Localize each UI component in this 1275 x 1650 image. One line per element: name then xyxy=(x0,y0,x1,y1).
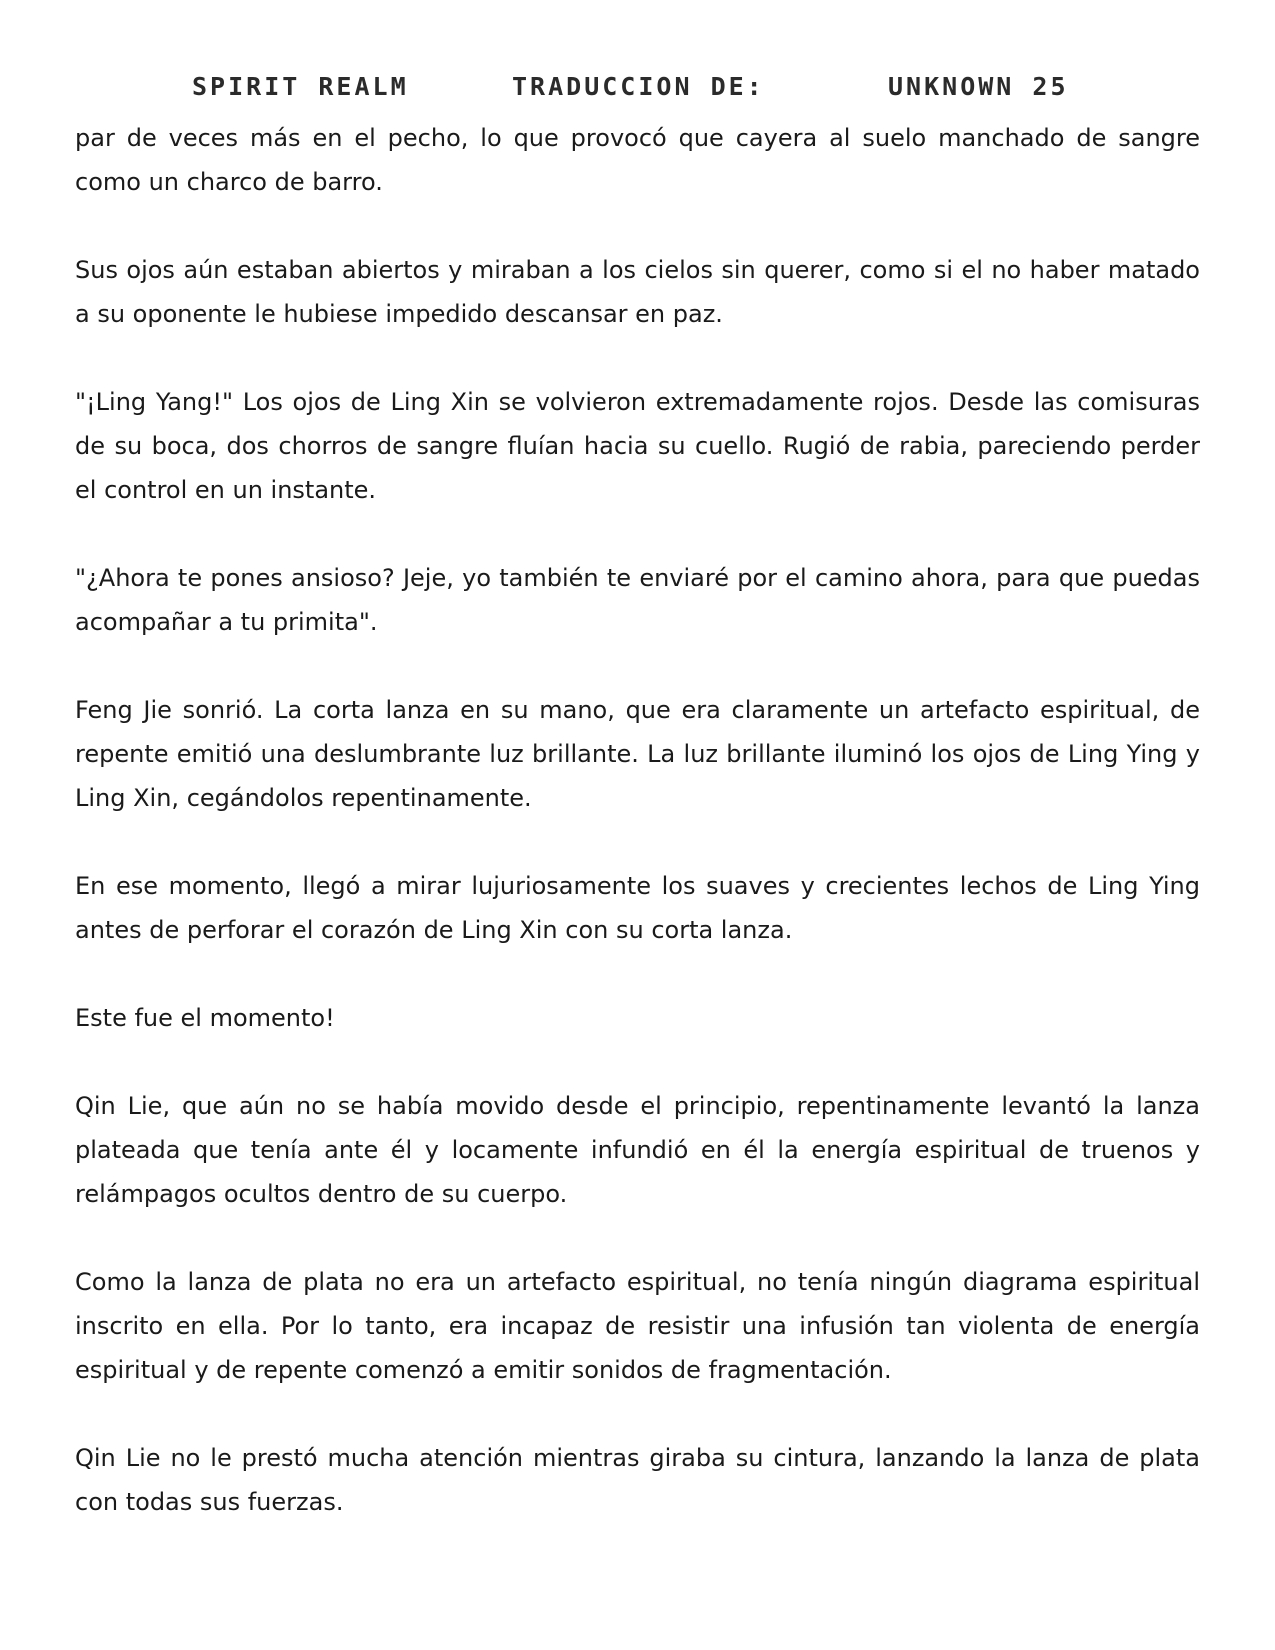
paragraph: par de veces más en el pecho, lo que provocó que cayera al suelo manchado de sangre como un charco de barro. xyxy=(75,124,1200,196)
paragraph: "¿Ahora te pones ansioso? Jeje, yo también te enviaré por el camino ahora, para que puedas acompañar a tu primita". xyxy=(75,564,1200,636)
header-translation-label: TRADUCCION DE: xyxy=(512,72,765,101)
paragraph: En ese momento, llegó a mirar lujuriosamente los suaves y crecientes lechos de Ling Ying antes de perforar el corazón de Ling Xin con su corta lanza. xyxy=(75,872,1200,944)
header-translator: UNKNOWN 25 xyxy=(888,72,1069,101)
chapter-text xyxy=(75,116,1200,1524)
paragraph: Este fue el momento! xyxy=(75,1004,335,1032)
paragraph: Feng Jie sonrió. La corta lanza en su mano, que era claramente un artefacto espiritual, de repente emitió una deslumbrante luz brillante. La luz brillante iluminó los ojos de Ling Ying y Ling Xin, cegándolos repentinamente. xyxy=(75,696,1200,812)
paragraph: Como la lanza de plata no era un artefacto espiritual, no tenía ningún diagrama espiritual inscrito en ella. Por lo tanto, era incapaz de resistir una infusión tan violenta de energía espiritual y de repente comenzó a emitir sonidos de fragmentación. xyxy=(75,1268,1200,1384)
paragraph: Qin Lie, que aún no se había movido desde el principio, repentinamente levantó la lanza plateada que tenía ante él y locamente infundió en él la energía espiritual de truenos y relámpagos ocultos dentro de su cuerpo. xyxy=(75,1092,1200,1208)
paragraph: "¡Ling Yang!" Los ojos de Ling Xin se volvieron extremadamente rojos. Desde las comisuras de su boca, dos chorros de sangre fluían hacia su cuello. Rugió de rabia, pareciendo perder el control en un instante. xyxy=(75,388,1200,504)
paragraph: Qin Lie no le prestó mucha atención mientras giraba su cintura, lanzando la lanza de plata con todas sus fuerzas. xyxy=(75,1444,1200,1516)
header-title: SPIRIT REALM xyxy=(192,72,409,101)
paragraph: Sus ojos aún estaban abiertos y miraban a los cielos sin querer, como si el no haber matado a su oponente le hubiese impedido descansar en paz. xyxy=(75,256,1200,328)
page-header xyxy=(0,72,1275,112)
